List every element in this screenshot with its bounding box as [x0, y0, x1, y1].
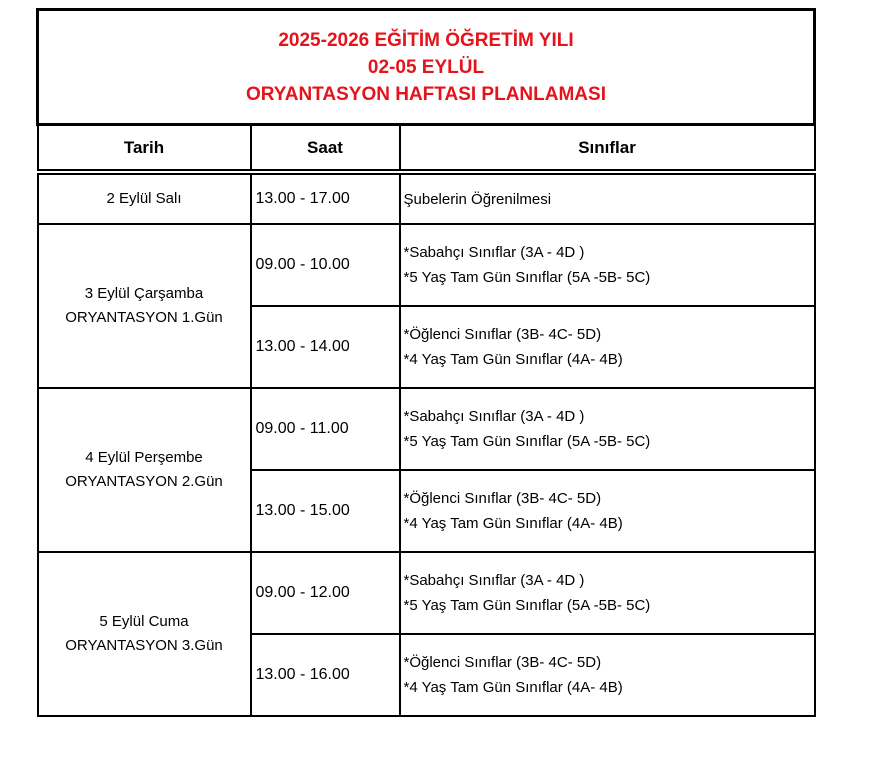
date-label: 4 Eylül Perşembe [85, 449, 203, 466]
time-cell: 13.00 - 14.00 [251, 306, 400, 388]
date-cell [38, 388, 251, 552]
classes-cell [400, 634, 815, 716]
orientation-day-label: ORYANTASYON 1.Gün [65, 309, 223, 326]
classes-line: *4 Yaş Tam Gün Sınıflar (4A- 4B) [403, 679, 623, 696]
orientation-day-label: ORYANTASYON 2.Gün [65, 473, 223, 490]
header-row [38, 125, 815, 171]
time-cell: 09.00 - 12.00 [251, 552, 400, 634]
time-cell: 13.00 - 16.00 [251, 634, 400, 716]
title-date-range: 02-05 EYLÜL [367, 56, 485, 78]
classes-cell [400, 224, 815, 306]
time-cell: 09.00 - 11.00 [251, 388, 400, 470]
date-cell [38, 552, 251, 716]
orientation-schedule-table [36, 8, 816, 717]
date-label: 3 Eylül Çarşamba [84, 285, 204, 302]
classes-line: *4 Yaş Tam Gün Sınıflar (4A- 4B) [403, 515, 623, 532]
date-label: 5 Eylül Cuma [99, 613, 189, 630]
classes-cell [400, 306, 815, 388]
time-cell: 13.00 - 17.00 [251, 174, 400, 224]
classes-line: *Sabahçı Sınıflar (3A - 4D ) [403, 572, 585, 589]
header-time: Saat [251, 125, 400, 171]
orientation-day-label: ORYANTASYON 3.Gün [65, 637, 223, 654]
title-cell [38, 10, 815, 125]
title-orientation-plan: ORYANTASYON HAFTASI PLANLAMASI [246, 83, 606, 105]
classes-line: *Öğlenci Sınıflar (3B- 4C- 5D) [403, 654, 602, 671]
table-row [38, 224, 815, 306]
date-cell [38, 174, 251, 224]
classes-cell [400, 470, 815, 552]
date-cell [38, 224, 251, 388]
table-row [38, 388, 815, 470]
classes-cell [400, 552, 815, 634]
classes-cell [400, 174, 815, 224]
table-row [38, 174, 815, 224]
classes-line: Şubelerin Öğrenilmesi [403, 190, 552, 208]
time-cell: 09.00 - 10.00 [251, 224, 400, 306]
classes-line: *Sabahçı Sınıflar (3A - 4D ) [403, 244, 585, 261]
classes-line: *5 Yaş Tam Gün Sınıflar (5A -5B- 5C) [403, 597, 651, 614]
date-label: 2 Eylül Salı [106, 190, 182, 207]
classes-line: *Öğlenci Sınıflar (3B- 4C- 5D) [403, 490, 602, 507]
table-row [38, 552, 815, 634]
classes-line: *Öğlenci Sınıflar (3B- 4C- 5D) [403, 326, 602, 343]
title-row [38, 10, 815, 125]
classes-line: *5 Yaş Tam Gün Sınıflar (5A -5B- 5C) [403, 433, 651, 450]
title-school-year: 2025-2026 EĞİTİM ÖĞRETİM YILI [278, 29, 574, 51]
classes-line: *5 Yaş Tam Gün Sınıflar (5A -5B- 5C) [403, 269, 651, 286]
header-date: Tarih [38, 125, 251, 171]
classes-line: *4 Yaş Tam Gün Sınıflar (4A- 4B) [403, 351, 623, 368]
time-cell: 13.00 - 15.00 [251, 470, 400, 552]
header-classes: Sınıflar [400, 125, 815, 171]
classes-cell [400, 388, 815, 470]
classes-line: *Sabahçı Sınıflar (3A - 4D ) [403, 408, 585, 425]
